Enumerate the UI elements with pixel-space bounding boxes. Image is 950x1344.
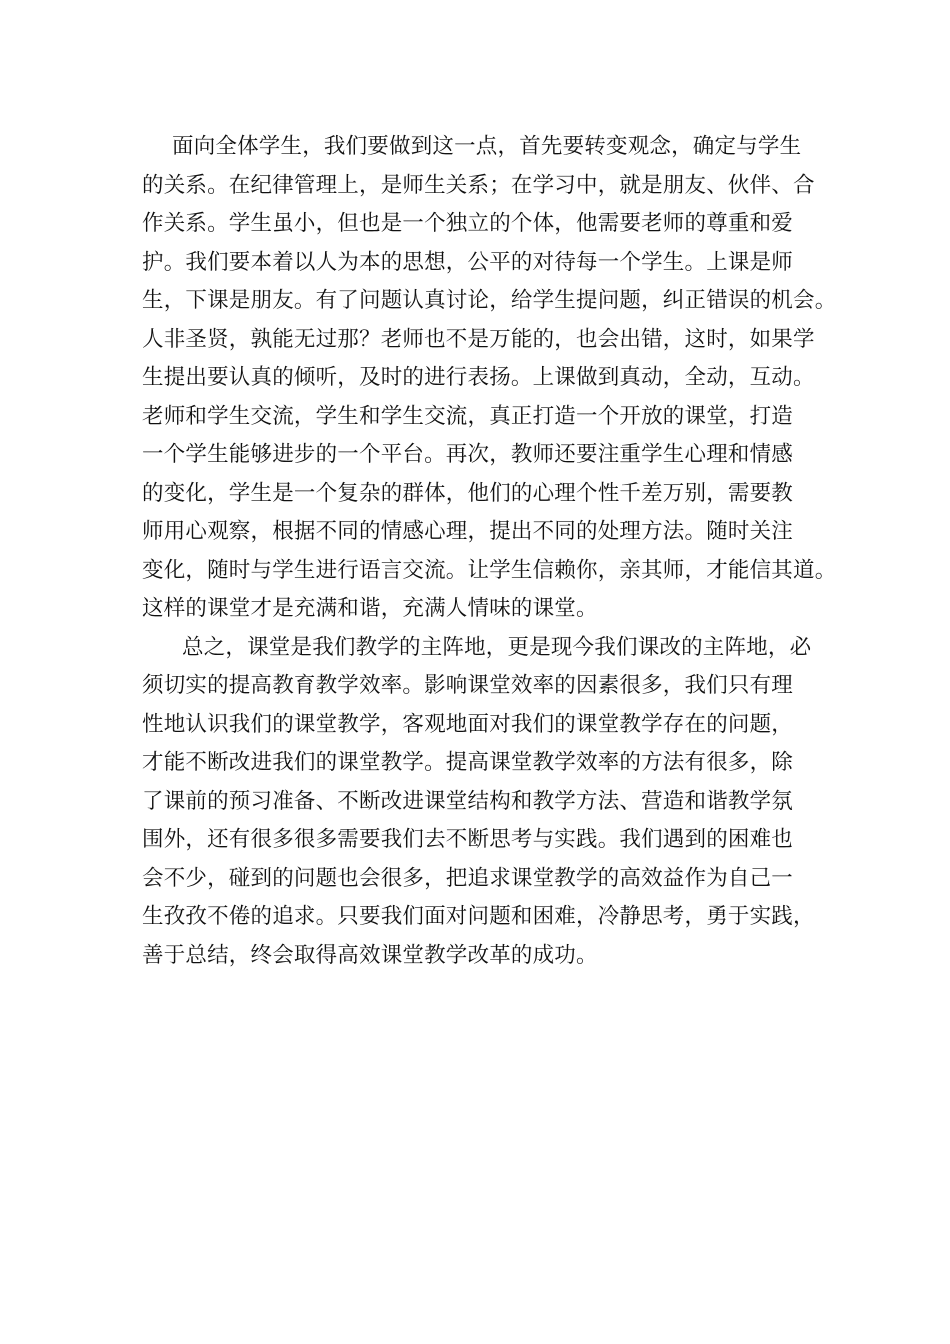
text-line: 一个学生能够进步的一个平台。再次，教师还要注重学生心理和情感 <box>142 442 794 467</box>
text-line: 须切实的提高教育教学效率。影响课堂效率的因素很多，我们只有理 <box>142 673 794 698</box>
text-line: 善于总结，终会取得高效课堂教学改革的成功。 <box>142 942 598 968</box>
text-line: 生，下课是朋友。有了问题认真讨论，给学生提问题，纠正错误的机会。 <box>142 288 837 313</box>
text-line: 的变化，学生是一个复杂的群体，他们的心理个性千差万别，需要教 <box>142 480 794 506</box>
text-line: 这样的课堂才是充满和谐，充满人情味的课堂。 <box>142 596 598 621</box>
text-line: 性地认识我们的课堂教学，客观地面对我们的课堂教学存在的问题， <box>142 711 794 737</box>
text-line: 才能不断改进我们的课堂教学。提高课堂教学效率的方法有很多，除 <box>142 750 794 775</box>
text-line: 面向全体学生，我们要做到这一点，首先要转变观念，确定与学生 <box>172 134 802 159</box>
text-line: 会不少，碰到的问题也会很多，把追求课堂教学的高效益作为自己一 <box>142 865 794 891</box>
text-line: 作关系。学生虽小，但也是一个独立的个体，他需要老师的尊重和爱 <box>142 211 794 236</box>
paragraph-1 <box>142 128 837 629</box>
text-line: 师用心观察，根据不同的情感心理，提出不同的处理方法。随时关注 <box>142 519 794 544</box>
text-line: 总之，课堂是我们教学的主阵地，更是现今我们课改的主阵地，必 <box>182 634 812 660</box>
text-line: 围外，还有很多很多需要我们去不断思考与实践。我们遇到的困难也 <box>142 827 794 852</box>
text-line: 人非圣贤，孰能无过那？老师也不是万能的，也会出错，这时，如果学 <box>142 326 815 352</box>
text-line: 生孜孜不倦的追求。只要我们面对问题和困难，冷静思考，勇于实践， <box>142 904 815 929</box>
text-line: 生提出要认真的倾听，及时的进行表扬。上课做到真动，全动，互动。 <box>142 365 815 390</box>
paragraph-2 <box>142 629 822 976</box>
document-body <box>142 128 837 975</box>
text-line: 变化，随时与学生进行语言交流。让学生信赖你，亲其师，才能信其道。 <box>142 557 837 583</box>
text-line: 了课前的预习准备、不断改进课堂结构和教学方法、营造和谐教学氛 <box>142 788 794 814</box>
text-line: 老师和学生交流，学生和学生交流，真正打造一个开放的课堂，打造 <box>142 403 794 429</box>
text-line: 的关系。在纪律管理上，是师生关系；在学习中，就是朋友、伙伴、合 <box>142 172 815 198</box>
text-line: 护。我们要本着以人为本的思想，公平的对待每一个学生。上课是师 <box>142 249 794 275</box>
